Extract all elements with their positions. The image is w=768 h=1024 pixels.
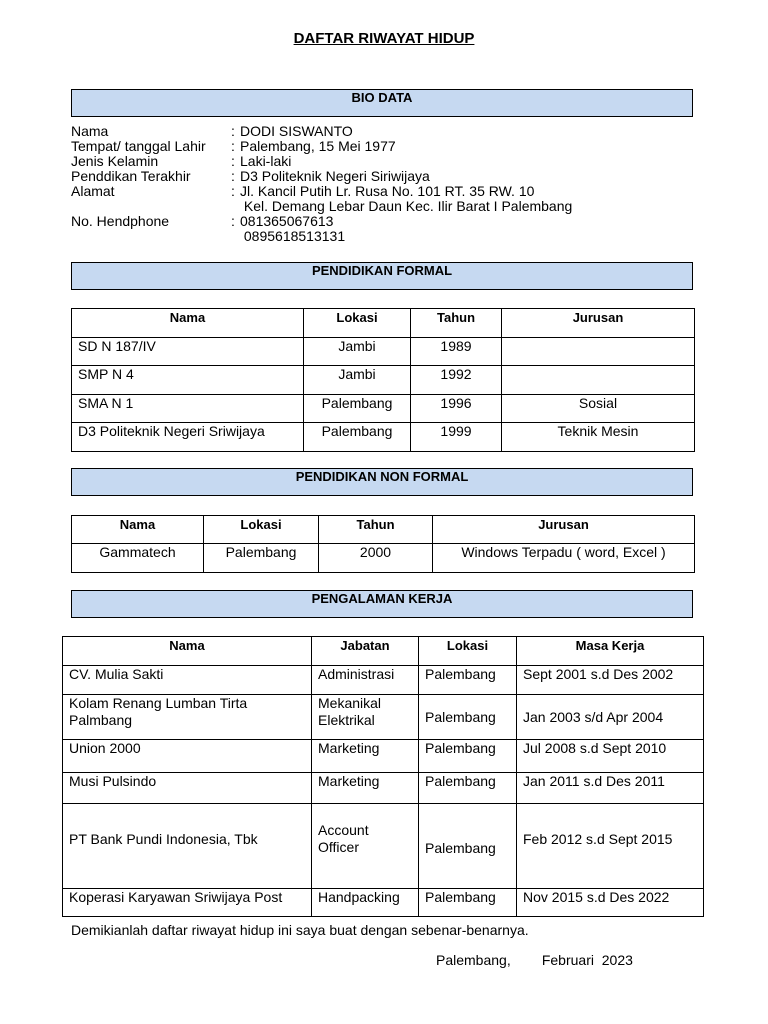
bio-value-line: Jl. Kancil Putih Lr. Rusa No. 101 RT. 35 RW. 10	[240, 183, 535, 199]
bio-colon: :	[231, 123, 235, 139]
bio-label: No. Hendphone	[71, 213, 170, 229]
column-header: Tahun	[411, 309, 502, 338]
column-header: Tahun	[319, 516, 433, 544]
nonformal-education-table	[71, 515, 695, 573]
table-cell: Marketing	[312, 740, 419, 773]
table-cell: Gammatech	[72, 544, 204, 573]
bio-value	[240, 214, 711, 244]
table-cell: Jambi	[304, 338, 411, 366]
table-row	[72, 423, 695, 452]
bio-value-line: Palembang, 15 Mei 1977	[240, 138, 396, 154]
column-header: Lokasi	[419, 637, 517, 666]
column-header: Nama	[63, 637, 312, 666]
table-row	[63, 773, 704, 804]
bio-row-address	[71, 184, 711, 214]
table-cell: Jul 2008 s.d Sept 2010	[517, 740, 704, 773]
table-cell: Jan 2003 s/d Apr 2004	[517, 695, 704, 740]
section-header-work-experience: PENGALAMAN KERJA	[71, 590, 693, 618]
bio-value	[240, 169, 711, 184]
bio-row-education	[71, 169, 711, 184]
place-and-date: Palembang, Februari 2023	[436, 952, 633, 968]
bio-value-line: Laki-laki	[240, 153, 292, 169]
section-header-bio: BIO DATA	[71, 89, 693, 117]
table-cell: Palembang	[204, 544, 319, 573]
table-cell: Marketing	[312, 773, 419, 804]
bio-value	[240, 139, 711, 154]
bio-colon: :	[231, 138, 235, 154]
bio-row-gender	[71, 154, 711, 169]
table-row	[72, 366, 695, 395]
bio-label: Penddikan Terakhir	[71, 168, 191, 184]
table-cell: Administrasi	[312, 666, 419, 695]
section-header-formal-education: PENDIDIKAN FORMAL	[71, 262, 693, 290]
bio-label: Nama	[71, 123, 109, 139]
table-cell: Teknik Mesin	[502, 423, 695, 452]
table-row	[63, 889, 704, 917]
table-cell: 2000	[319, 544, 433, 573]
section-header-nonformal-education: PENDIDIKAN NON FORMAL	[71, 468, 693, 496]
table-header-row	[72, 516, 695, 544]
table-cell: Union 2000	[63, 740, 312, 773]
table-cell: PT Bank Pundi Indonesia, Tbk	[63, 804, 312, 889]
table-cell: Jan 2011 s.d Des 2011	[517, 773, 704, 804]
bio-value-line: 081365067613	[240, 213, 334, 229]
table-cell	[502, 338, 695, 366]
table-cell: CV. Mulia Sakti	[63, 666, 312, 695]
bio-colon: :	[231, 153, 235, 169]
column-header: Nama	[72, 516, 204, 544]
table-cell: Koperasi Karyawan Sriwijaya Post	[63, 889, 312, 917]
column-header: Nama	[72, 309, 304, 338]
table-cell: Palembang	[304, 423, 411, 452]
table-row	[63, 666, 704, 695]
bio-value-line: DODI SISWANTO	[240, 123, 353, 139]
table-cell: SD N 187/IV	[72, 338, 304, 366]
column-header: Lokasi	[204, 516, 319, 544]
table-cell: 1996	[411, 395, 502, 423]
table-row	[72, 544, 695, 573]
bio-row-name	[71, 124, 711, 139]
column-header: Masa Kerja	[517, 637, 704, 666]
table-cell: Musi Pulsindo	[63, 773, 312, 804]
table-cell: Feb 2012 s.d Sept 2015	[517, 804, 704, 889]
table-cell: Sosial	[502, 395, 695, 423]
bio-colon: :	[231, 183, 235, 199]
bio-label: Alamat	[71, 183, 115, 199]
table-cell: Palembang	[419, 666, 517, 695]
bio-row-birth	[71, 139, 711, 154]
table-cell	[502, 366, 695, 395]
table-row	[63, 740, 704, 773]
table-cell: Palembang	[419, 740, 517, 773]
table-cell: 1999	[411, 423, 502, 452]
bio-value-line: Kel. Demang Lebar Daun Kec. Ilir Barat I Palembang	[240, 198, 573, 214]
table-cell: Palembang	[304, 395, 411, 423]
bio-row-phone	[71, 214, 711, 244]
table-cell: Windows Terpadu ( word, Excel )	[433, 544, 695, 573]
bio-value	[240, 154, 711, 169]
formal-education-table	[71, 308, 695, 452]
table-cell: Palembang	[419, 773, 517, 804]
table-cell: 1992	[411, 366, 502, 395]
table-cell: D3 Politeknik Negeri Sriwijaya	[72, 423, 304, 452]
work-experience-table	[62, 636, 704, 917]
column-header: Jurusan	[433, 516, 695, 544]
column-header: Lokasi	[304, 309, 411, 338]
bio-value-line: D3 Politeknik Negeri Siriwijaya	[240, 168, 430, 184]
bio-label: Tempat/ tanggal Lahir	[71, 138, 206, 154]
bio-label: Jenis Kelamin	[71, 153, 159, 169]
table-cell: Sept 2001 s.d Des 2002	[517, 666, 704, 695]
table-header-row	[63, 637, 704, 666]
table-header-row	[72, 309, 695, 338]
closing-statement: Demikianlah daftar riwayat hidup ini saya buat dengan sebenar-benarnya.	[71, 922, 529, 938]
document-title-text: DAFTAR RIWAYAT HIDUP	[293, 30, 475, 47]
table-cell: Account Officer	[312, 804, 419, 889]
table-cell: Handpacking	[312, 889, 419, 917]
table-cell: Mekanikal Elektrikal	[312, 695, 419, 740]
table-cell: Palembang	[419, 804, 517, 889]
table-cell: 1989	[411, 338, 502, 366]
table-row	[63, 804, 704, 889]
table-row	[72, 338, 695, 366]
column-header: Jabatan	[312, 637, 419, 666]
table-cell: Nov 2015 s.d Des 2022	[517, 889, 704, 917]
column-header: Jurusan	[502, 309, 695, 338]
table-row	[72, 395, 695, 423]
table-cell: Kolam Renang Lumban Tirta Palmbang	[63, 695, 312, 740]
table-cell: SMA N 1	[72, 395, 304, 423]
bio-value	[240, 124, 711, 139]
document-title	[0, 30, 768, 47]
table-cell: SMP N 4	[72, 366, 304, 395]
table-row	[63, 695, 704, 740]
bio-colon: :	[231, 168, 235, 184]
table-cell: Palembang	[419, 889, 517, 917]
bio-value	[240, 184, 711, 214]
bio-value-line: 0895618513131	[240, 228, 346, 244]
table-cell: Jambi	[304, 366, 411, 395]
bio-data	[71, 124, 711, 244]
bio-colon: :	[231, 213, 235, 229]
table-cell: Palembang	[419, 695, 517, 740]
